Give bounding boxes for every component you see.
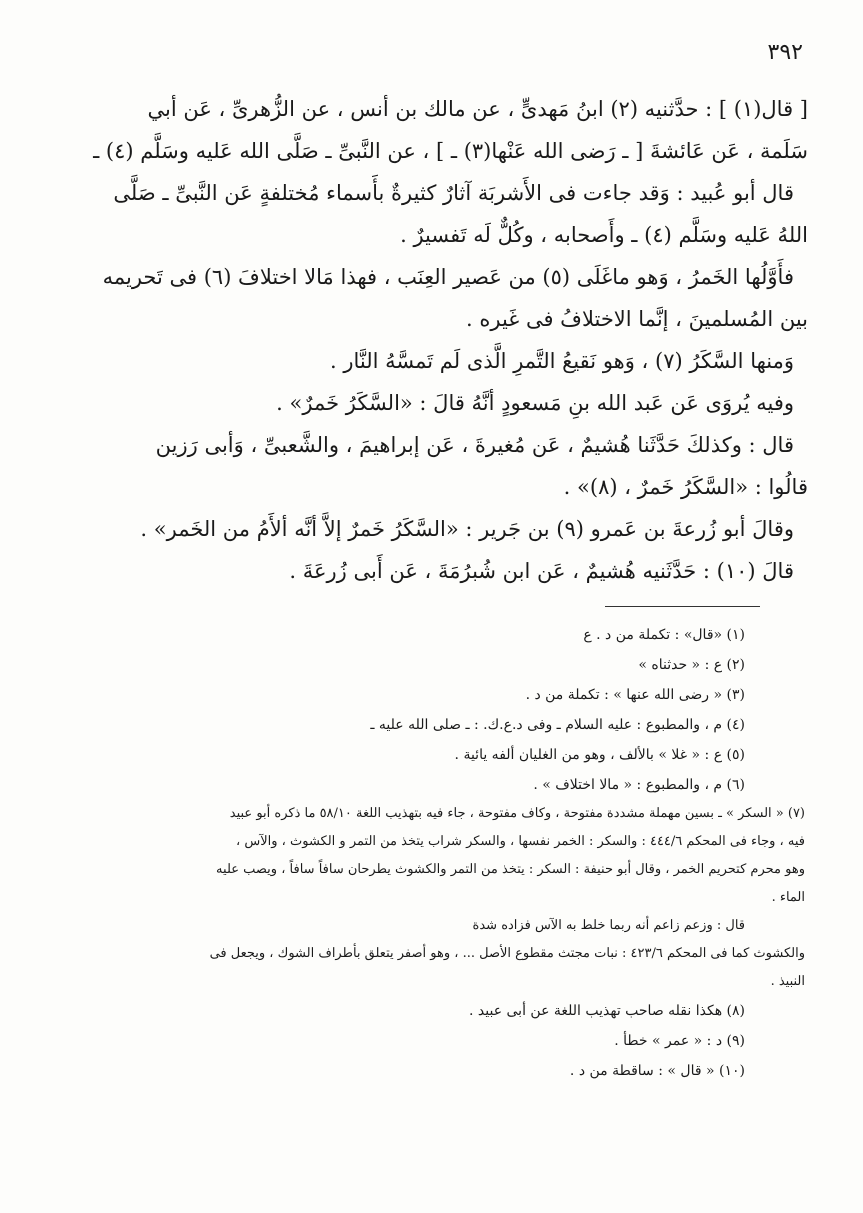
text-line: وقالَ أبو زُرعةَ بن عَمرو (٩) بن جَرير : «السَّكَرُ خَمرٌ إلاَّ أنَّه ألأَمُ من الخَمر» . xyxy=(140,517,794,541)
footnote: (٥) ع : « غلا » بالألف ، وهو من الغليان ألفه يائية . xyxy=(454,747,745,763)
text-line: قال أبو عُبيد : وَقد جاءت فى الأَشربَة آثارٌ كثيرةٌ بأَسماء مُختلفةٍ عَن النَّبىِّ ـ صَلَّى xyxy=(113,181,794,205)
footnotes xyxy=(75,620,805,1086)
footnote: (٢) ع : « حدثناه » xyxy=(638,657,745,673)
text-line: بين المُسلمينَ ، إنَّما الاختلافُ فى غَيره . xyxy=(466,307,808,331)
footnote: (٩) د : « عمر » خطأ . xyxy=(614,1033,745,1049)
footnote: (١٠) « قال » : ساقطة من د . xyxy=(569,1063,745,1079)
text-line: قال : وكذلكَ حَدَّثَنا هُشيمٌ ، عَن مُغيرةَ ، عَن إبراهيمَ ، والشَّعبىِّ ، وَأبى رَزين xyxy=(155,433,794,457)
footnote: (٤) م ، والمطبوع : عليه السلام ـ وفى د.ع.ك. : ـ صلى الله عليه ـ xyxy=(370,717,745,733)
text-line: وَمنها السَّكَرُ (٧) ، وَهو نَقيعُ التَّمرِ الَّذى لَم تَمسَّهُ النَّار . xyxy=(329,349,794,373)
text-line: قالَ (١٠) : حَدَّثَنيه هُشيمٌ ، عَن ابن شُبرُمَةَ ، عَن أَبى زُرعَةَ . xyxy=(289,559,794,583)
text-line: [ قال(١) ] : حدَّثنيه (٢) ابنُ مَهدىٍّ ، عن مالك بن أنس ، عن الزُّهرىِّ ، عَن أبي xyxy=(147,97,808,121)
footnote-continuation: الماء . xyxy=(771,890,805,905)
text-line: فأَوَّلُها الخَمرُ ، وَهو ماغَلَى (٥) من عَصير العِنَب ، فهذا مَالا اختلافَ (٦) فى تَحريمه xyxy=(102,265,794,289)
footnote: (٨) هكذا نقله صاحب تهذيب اللغة عن أبى عبيد . xyxy=(469,1003,745,1019)
text-line: قالُوا : «السَّكَرُ خَمرٌ ، (٨)» . xyxy=(563,475,808,499)
text-line: اللهُ عَليه وسَلَّم (٤) ـ وأَصحابه ، وكُلٌّ لَه تَفسيرٌ . xyxy=(400,223,808,247)
footnote-continuation: والكشوث كما فى المحكم ٤٢٣/٦ : نبات مجتث مقطوع الأصل ... ، وهو أصفر يتعلق بأطراف الشوك ، ويجعل فى xyxy=(209,946,805,961)
main-text xyxy=(68,88,808,592)
footnote: (٦) م ، والمطبوع : « مالا اختلاف » . xyxy=(533,777,745,793)
text-line: وفيه يُروَى عَن عَبد الله بنِ مَسعودٍ أنَّهُ قالَ : «السَّكَرُ خَمرٌ» . xyxy=(276,391,794,415)
footnote: (٧) « السكر » ـ بسين مهملة مشددة مفتوحة ، وكاف مفتوحة ، جاء فيه بتهذيب اللغة ٥٨/١٠ ما ذكره أبو عبيد xyxy=(229,806,805,821)
footnote-continuation: النبيذ . xyxy=(770,974,805,989)
footnote: (١) «قال» : تكملة من د . ع xyxy=(583,627,745,643)
text-line: سَلَمة ، عَن عَائشةَ [ ـ رَضى الله عَنْها(٣) ـ ] ، عن النَّبىِّ ـ صَلَّى الله عَليه وسَلَّم (٤) ـ xyxy=(93,139,808,163)
footnote-divider xyxy=(605,606,760,607)
footnote-continuation: فيه ، وجاء فى المحكم ٤٤٤/٦ : والسكر : الخمر نفسها ، والسكر شراب يتخذ من التمر و الكشوث ، والآس ، xyxy=(236,834,805,849)
footnote: (٣) « رضى الله عنها » : تكملة من د . xyxy=(525,687,745,703)
footnote-continuation: وهو محرم كتحريم الخمر ، وقال أبو حنيفة : السكر : يتخذ من التمر والكشوث يطرحان سافاً سافاً ، ويصب عليه xyxy=(216,862,805,877)
page-number: ٣٩٢ xyxy=(767,40,803,65)
footnote-continuation: قال : وزعم زاعم أنه ربما خلط به الآس فزاده شدة xyxy=(472,918,745,933)
